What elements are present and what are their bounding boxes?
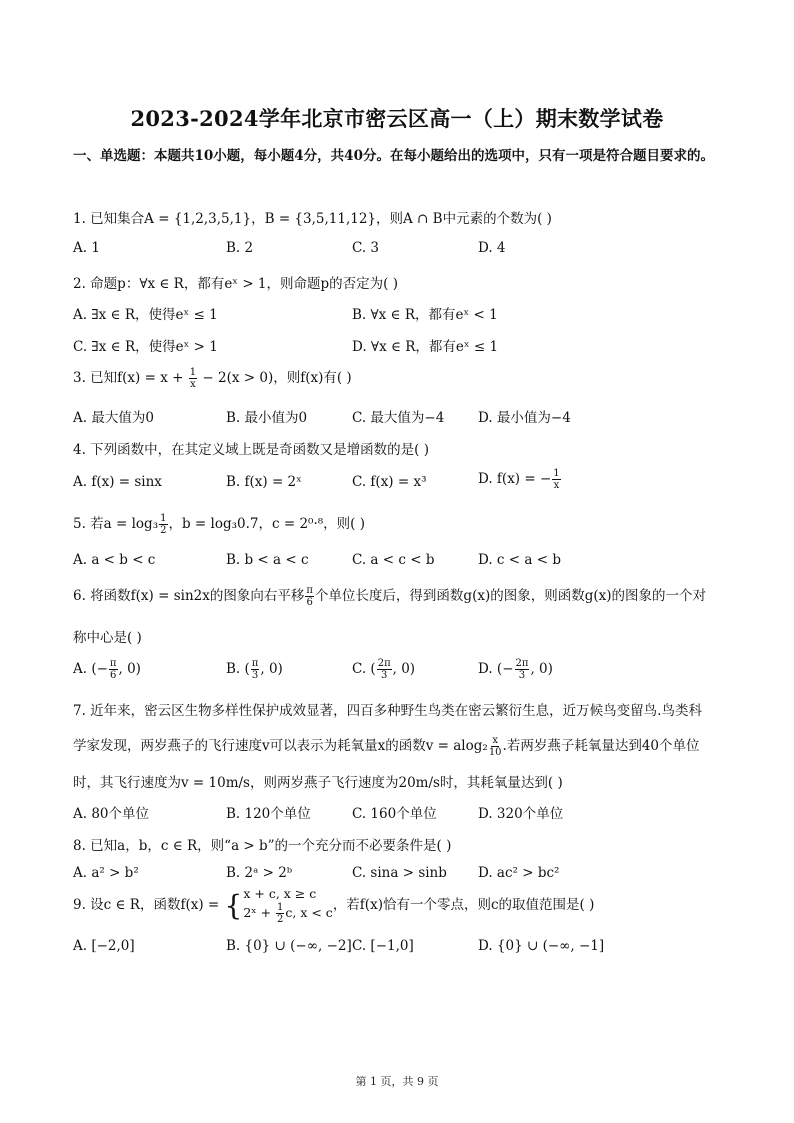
q7-option-c: C. 160个单位 [352,806,437,822]
question-7-stem: 7. 近年来，密云区生物多样性保护成效显著，四百多种野生鸟类在密云繁衍生息，近万候鸟变留鸟.鸟类科 [73,703,702,719]
q6-option-a: A. (− $\frac{\pi}{6}$ , 0) [73,658,141,681]
q4-option-a: A. f(x) = sinx [73,474,162,490]
question-9-stem: 9. 设c ∈ R，函数f(x) = { x + c, x ≥ c 2ˣ + $\frac{1}{2}$ c, x < c ，若f(x)恰有一个零点，则c的取值范围是( ) [73,886,595,925]
q9-option-b: B. {0} ∪ (−∞, −2] [226,938,352,954]
q7-option-a: A. 80个单位 [73,806,150,822]
question-3-stem: 3. 已知f(x) = x + $\frac{1}{x}$ − 2(x > 0)，则f(x)有( ) [73,367,352,390]
section-header: 一、单选题：本题共10小题，每小题4分，共40分。在每小题给出的选项中，只有一项是符合题目要求的。 [73,148,714,164]
q1-option-d: D. 4 [478,240,506,256]
fraction: $\frac{1}{2}$ [160,513,167,536]
q3-option-b: B. 最小值为0 [226,410,308,426]
q6-option-b: B. ( $\frac{\pi}{3}$ , 0) [226,658,283,681]
question-8-stem: 8. 已知a，b，c ∈ R，则“a > b”的一个充分而不必要条件是( ) [73,838,452,854]
q5-option-c: C. a < c < b [352,552,435,568]
question-4-stem: 4. 下列函数中，在其定义域上既是奇函数又是增函数的是( ) [73,442,429,458]
question-6-stem: 6. 将函数f(x) = sin2x的图象向右平移 $\frac{\pi}{6}$ 个单位长度后，得到函数g(x)的图象，则函数g(x)的图象的一个对 [73,585,707,608]
q1-option-b: B. 2 [226,240,254,256]
question-5-stem: 5. 若a = log₃ $\frac{1}{2}$ ，b = log₃0.7，c = 2⁰·⁸，则( ) [73,513,365,536]
q7-option-d: D. 320个单位 [478,806,564,822]
left-brace: { [224,888,243,922]
q8-option-b: B. 2ᵃ > 2ᵇ [226,865,293,881]
q9-option-d: D. {0} ∪ (−∞, −1] [478,938,605,954]
q8-option-a: A. a² > b² [73,865,139,881]
q1-option-c: C. 3 [352,240,380,256]
question-1-stem: 1. 已知集合A = {1,2,3,5,1}，B = {3,5,11,12}，则A ∩ B中元素的个数为( ) [73,211,552,227]
fraction: $\frac{x}{10}$ [488,735,502,758]
q2-option-a: A. ∃x ∈ R，使得eˣ ≤ 1 [73,307,218,323]
fraction: $\frac{1}{x}$ [553,468,560,491]
q1-option-a: A. 1 [73,240,100,256]
q2-option-d: D. ∀x ∈ R，都有eˣ ≤ 1 [352,339,499,355]
q2-option-b: B. ∀x ∈ R，都有eˣ < 1 [352,307,498,323]
fraction: $\frac{\pi}{6}$ [306,585,313,608]
question-7-stem-line3: 时，其飞行速度为v = 10m/s，则两岁燕子飞行速度为20m/s时，其耗氧量达到( ) [73,775,563,791]
q3-option-a: A. 最大值为0 [73,410,154,426]
q4-option-c: C. f(x) = x³ [352,474,427,490]
q5-option-d: D. c < a < b [478,552,561,568]
question-2-stem: 2. 命题p：∀x ∈ R，都有eˣ > 1，则命题p的否定为( ) [73,276,398,292]
fraction: $\frac{1}{x}$ [189,367,197,390]
q8-option-c: C. sina > sinb [352,865,447,881]
q8-option-d: D. ac² > bc² [478,865,560,881]
question-7-stem-line2: 学家发现，两岁燕子的飞行速度v可以表示为耗氧量x的函数v = alog₂ $\frac{x}{10}$ .若两岁燕子耗氧量达到40个单位 [73,735,700,758]
q3-option-c: C. 最大值为−4 [352,410,445,426]
q5-option-b: B. b < a < c [226,552,309,568]
q4-option-d: D. f(x) = − $\frac{1}{x}$ [478,468,560,491]
q9-option-c: C. [−1,0] [352,938,414,954]
q6-option-c: C. ( $\frac{2\pi}{3}$ , 0) [352,658,416,681]
page-title: 2023-2024学年北京市密云区高一（上）期末数学试卷 [130,106,664,131]
page-footer: 第 1 页，共 9 页 [355,1075,439,1088]
piecewise-function: x + c, x ≥ c 2ˣ + $\frac{1}{2}$ c, x < c [243,886,333,925]
question-6-stem-continued: 称中心是( ) [73,630,142,646]
q3-option-d: D. 最小值为−4 [478,410,571,426]
q9-option-a: A. [−2,0] [73,938,135,954]
q5-option-a: A. a < b < c [73,552,156,568]
q6-option-d: D. (− $\frac{2\pi}{3}$ , 0) [478,658,553,681]
q4-option-b: B. f(x) = 2ˣ [226,474,302,490]
q7-option-b: B. 120个单位 [226,806,311,822]
q2-option-c: C. ∃x ∈ R，使得eˣ > 1 [73,339,218,355]
